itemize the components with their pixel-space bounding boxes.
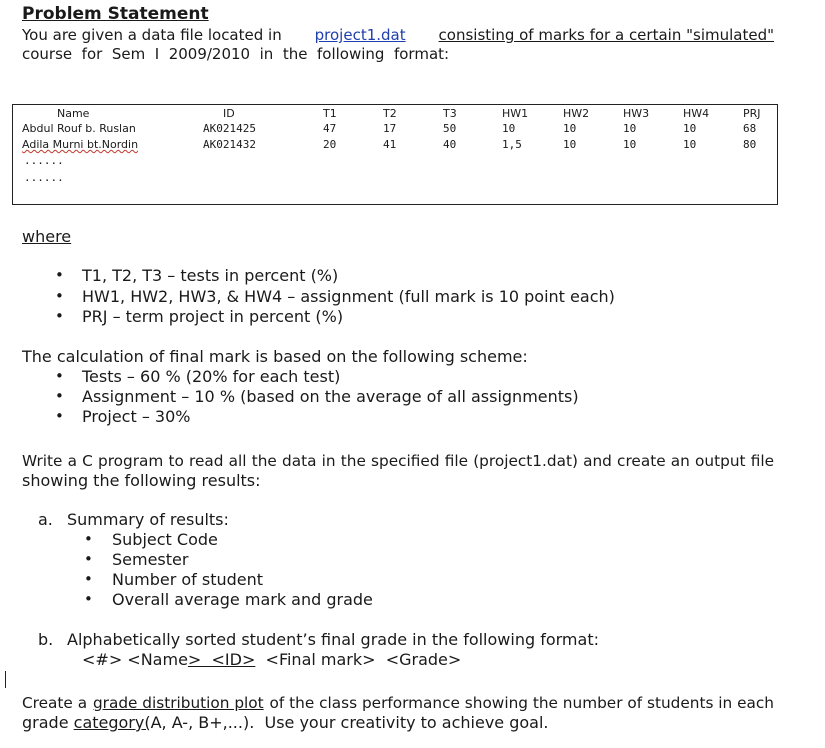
header-hw1: HW1: [502, 107, 529, 120]
row1-hw3: 10: [623, 122, 637, 135]
definition-item: HW1, HW2, HW3, & HW4 – assignment (full mark is 10 point each): [82, 287, 615, 306]
header-name: Name: [57, 107, 90, 120]
bullet-icon: •: [55, 307, 64, 325]
part-b-label: Alphabetically sorted student’s final grade in the following format:: [67, 630, 599, 649]
row1-t1: 47: [323, 122, 337, 135]
row2-t3: 40: [443, 138, 457, 151]
scheme-item: Tests – 60 % (20% for each test): [82, 367, 341, 386]
row1-hw4: 10: [683, 122, 697, 135]
part-a-marker: a.: [38, 510, 53, 529]
bullet-icon: •: [55, 287, 64, 305]
row1-id: AK021425: [203, 122, 256, 135]
closing-text: A, A-, B+,...). Use your creativity to achieve goal.: [150, 713, 549, 732]
row2-hw3: 10: [623, 138, 637, 151]
closing-text: grade: [22, 713, 69, 732]
category-text: category(: [73, 713, 151, 732]
header-hw3: HW3: [623, 107, 650, 120]
row2-id: AK021432: [203, 138, 256, 151]
bullet-icon: •: [55, 407, 64, 425]
scheme-item: Project – 30%: [82, 407, 191, 426]
bullet-icon: •: [55, 387, 64, 405]
grade-distribution-link: grade distribution plot: [92, 694, 264, 712]
header-t2: T2: [383, 107, 397, 120]
where-label: where: [22, 227, 72, 246]
ellipsis-row: ......: [24, 154, 64, 167]
header-id: ID: [223, 107, 235, 120]
page-title: Problem Statement: [22, 4, 209, 24]
data-table: [12, 104, 778, 205]
format-grade: <Final mark> <Grade>: [255, 650, 462, 669]
row2-hw4: 10: [683, 138, 697, 151]
row2-hw1: 1,5: [502, 138, 522, 151]
header-t1: T1: [323, 107, 337, 120]
intro-paragraph: [22, 26, 774, 64]
summary-item: Number of student: [112, 570, 264, 589]
output-format: [82, 650, 461, 669]
definition-item: PRJ – term project in percent (%): [82, 307, 344, 326]
closing-text: Create a: [22, 694, 88, 712]
bullet-icon: •: [84, 550, 93, 568]
header-hw2: HW2: [563, 107, 590, 120]
summary-item: Subject Code: [112, 530, 218, 549]
row2-t2: 41: [383, 138, 397, 151]
row2-prj: 80: [743, 138, 757, 151]
bullet-icon: •: [55, 367, 64, 385]
ellipsis-row: ......: [24, 171, 64, 184]
row2-name: Adila Murni bt.Nordin: [22, 138, 139, 151]
row2-hw2: 10: [563, 138, 577, 151]
summary-item: Overall average mark and grade: [112, 590, 373, 609]
definition-item: T1, T2, T3 – tests in percent (%): [82, 266, 339, 285]
bullet-icon: •: [84, 570, 93, 588]
row1-hw2: 10: [563, 122, 577, 135]
row2-t1: 20: [323, 138, 337, 151]
format-id: > <ID>: [187, 650, 256, 669]
intro-text: You are given a data file located in: [22, 26, 282, 44]
write-paragraph: [22, 451, 774, 491]
file-link[interactable]: project1.dat: [314, 26, 406, 44]
closing-text: of the class performance showing the number of students in each: [269, 694, 774, 712]
row1-prj: 68: [743, 122, 757, 135]
format-name: <#> <Name: [82, 650, 188, 669]
row1-name: Abdul Rouf b. Ruslan: [22, 122, 136, 135]
header-t3: T3: [443, 107, 457, 120]
row1-t2: 17: [383, 122, 397, 135]
bullet-icon: •: [55, 266, 64, 284]
closing-paragraph: [22, 693, 774, 733]
bullet-icon: •: [84, 590, 93, 608]
write-line-2: showing the following results:: [22, 471, 261, 490]
scheme-item: Assignment – 10 % (based on the average of all assignments): [82, 387, 579, 406]
text-cursor: [5, 671, 6, 688]
part-a-label: Summary of results:: [67, 510, 229, 529]
row1-hw1: 10: [502, 122, 516, 135]
intro-line-2: course for Sem I 2009/2010 in the following format:: [22, 45, 450, 63]
bullet-icon: •: [84, 530, 93, 548]
closing-line-2: [22, 713, 774, 733]
header-prj: PRJ: [743, 107, 761, 120]
row1-t3: 50: [443, 122, 457, 135]
calculation-intro: The calculation of final mark is based on the following scheme:: [22, 347, 528, 366]
part-b-marker: b.: [38, 630, 54, 649]
intro-text-underlined: consisting of marks for a certain "simulated": [438, 26, 774, 44]
write-line-1: Write a C program to read all the data in the specified file (project1.dat) and create an output file: [22, 452, 774, 470]
closing-line-1: [22, 693, 774, 713]
intro-line-1: [22, 26, 774, 45]
summary-item: Semester: [112, 550, 189, 569]
header-hw4: HW4: [683, 107, 710, 120]
